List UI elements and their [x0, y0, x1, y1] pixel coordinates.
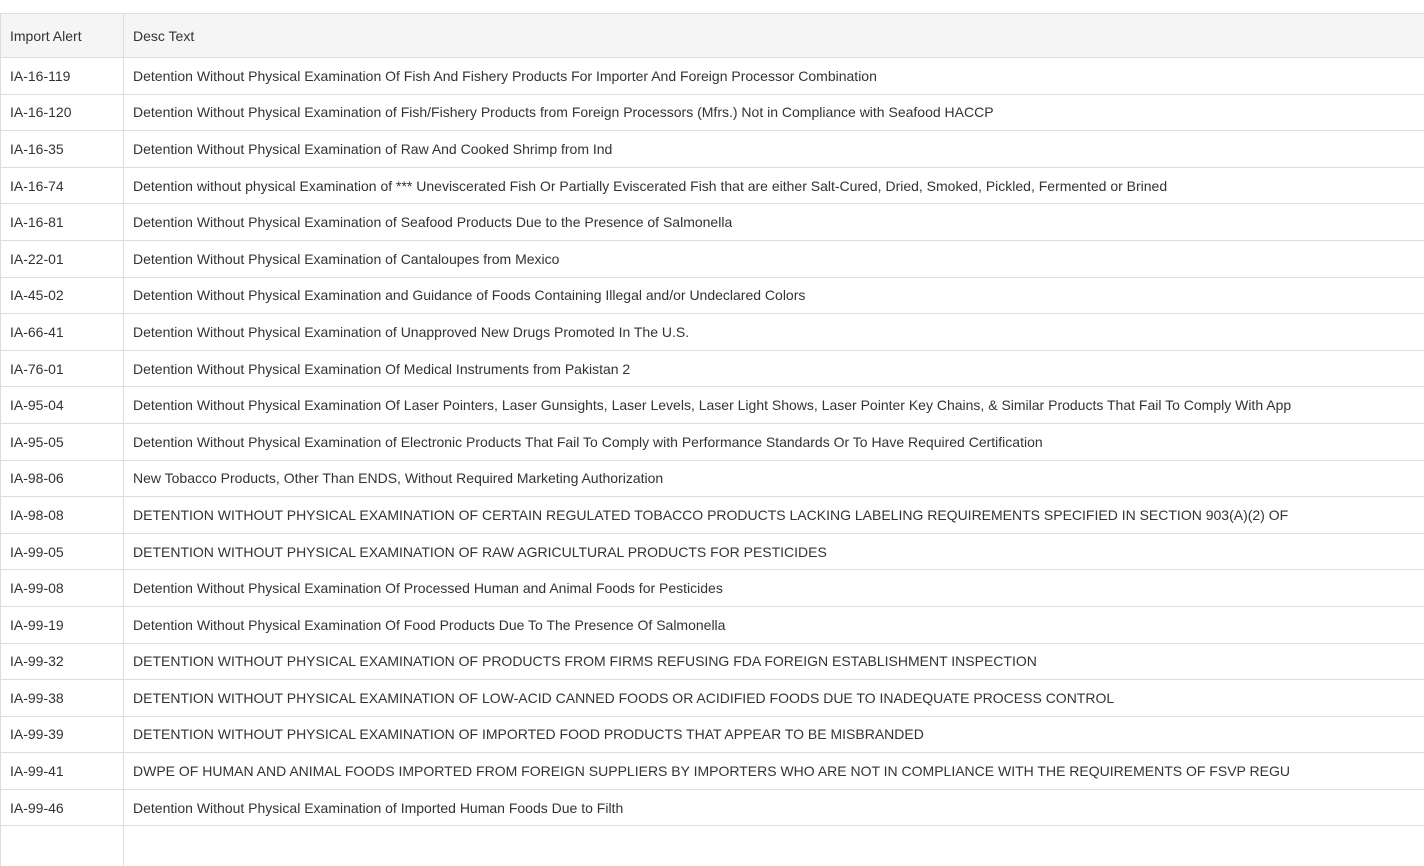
desc-text-cell: DETENTION WITHOUT PHYSICAL EXAMINATION OF IMPORTED FOOD PRODUCTS THAT APPEAR TO BE MISBRANDED: [124, 716, 1424, 753]
desc-text-cell: Detention Without Physical Examination and Guidance of Foods Containing Illegal and/or Undeclared Colors: [124, 277, 1424, 314]
header-row: [1, 14, 1424, 58]
table-row[interactable]: [1, 350, 1424, 387]
desc-text-cell: Detention Without Physical Examination Of Food Products Due To The Presence Of Salmonella: [124, 606, 1424, 643]
table-row[interactable]: [1, 94, 1424, 131]
table-row[interactable]: [1, 240, 1424, 277]
desc-text-cell: Detention Without Physical Examination Of Medical Instruments from Pakistan 2: [124, 350, 1424, 387]
table-row[interactable]: [1, 497, 1424, 534]
import-alert-cell: IA-45-02: [1, 277, 124, 314]
table-row[interactable]: [1, 533, 1424, 570]
desc-text-cell: DETENTION WITHOUT PHYSICAL EXAMINATION OF LOW-ACID CANNED FOODS OR ACIDIFIED FOODS DUE TO INADEQUATE PROCESS CONTROL: [124, 680, 1424, 717]
import-alert-cell: IA-16-74: [1, 167, 124, 204]
import-alert-cell: IA-99-05: [1, 533, 124, 570]
desc-text-cell: Detention Without Physical Examination of Cantaloupes from Mexico: [124, 240, 1424, 277]
table-row[interactable]: [1, 789, 1424, 826]
import-alert-cell: IA-66-41: [1, 314, 124, 351]
import-alert-cell: IA-99-46: [1, 789, 124, 826]
desc-text-cell: Detention without physical Examination of *** Uneviscerated Fish Or Partially Eviscerated Fish that are either Salt-Cured, Dried, Smoked, Pickled, Fermented or Brined: [124, 167, 1424, 204]
import-alert-cell: IA-16-81: [1, 204, 124, 241]
import-alert-cell: IA-99-19: [1, 606, 124, 643]
column-header-import-alert[interactable]: Import Alert: [1, 14, 124, 58]
table-row[interactable]: [1, 387, 1424, 424]
import-alert-cell: IA-16-120: [1, 94, 124, 131]
import-alert-cell: IA-16-35: [1, 131, 124, 168]
import-alert-cell: IA-99-08: [1, 570, 124, 607]
import-alert-cell: IA-76-01: [1, 350, 124, 387]
desc-text-cell: DETENTION WITHOUT PHYSICAL EXAMINATION OF PRODUCTS FROM FIRMS REFUSING FDA FOREIGN ESTABLISHMENT INSPECTION: [124, 643, 1424, 680]
import-alert-table-container: [0, 13, 1424, 866]
desc-text-cell: Detention Without Physical Examination of Seafood Products Due to the Presence of Salmonella: [124, 204, 1424, 241]
table-row[interactable]: [1, 716, 1424, 753]
desc-text-cell: Detention Without Physical Examination Of Processed Human and Animal Foods for Pesticides: [124, 570, 1424, 607]
table-row[interactable]: [1, 570, 1424, 607]
import-alert-cell: IA-99-38: [1, 680, 124, 717]
desc-text-cell: New Tobacco Products, Other Than ENDS, Without Required Marketing Authorization: [124, 460, 1424, 497]
desc-text-cell: DETENTION WITHOUT PHYSICAL EXAMINATION OF RAW AGRICULTURAL PRODUCTS FOR PESTICIDES: [124, 533, 1424, 570]
import-alert-cell: IA-95-04: [1, 387, 124, 424]
import-alert-cell: IA-95-05: [1, 423, 124, 460]
import-alert-cell: IA-99-32: [1, 643, 124, 680]
desc-text-cell: Detention Without Physical Examination of Fish/Fishery Products from Foreign Processors (Mfrs.) Not in Compliance with Seafood HACCP: [124, 94, 1424, 131]
table-row[interactable]: [1, 131, 1424, 168]
desc-text-cell: Detention Without Physical Examination of Imported Human Foods Due to Filth: [124, 789, 1424, 826]
desc-text-cell: DETENTION WITHOUT PHYSICAL EXAMINATION OF CERTAIN REGULATED TOBACCO PRODUCTS LACKING LABELING REQUIREMENTS SPECIFIED IN SECTION 903(A)(2) OF: [124, 497, 1424, 534]
table-row[interactable]: [1, 606, 1424, 643]
table-row[interactable]: [1, 460, 1424, 497]
import-alert-cell: IA-22-01: [1, 240, 124, 277]
import-alert-table: [0, 13, 1424, 866]
import-alert-cell: IA-99-39: [1, 716, 124, 753]
import-alert-cell: IA-98-08: [1, 497, 124, 534]
table-header: [1, 14, 1424, 58]
import-alert-cell: IA-16-119: [1, 58, 124, 95]
import-alert-cell: IA-98-06: [1, 460, 124, 497]
desc-text-cell: Detention Without Physical Examination Of Laser Pointers, Laser Gunsights, Laser Levels, Laser Light Shows, Laser Pointer Key Chains, & Similar Products That Fail To Comply With App: [124, 387, 1424, 424]
table-row[interactable]: [1, 277, 1424, 314]
desc-text-cell: Detention Without Physical Examination Of Fish And Fishery Products For Importer And Foreign Processor Combination: [124, 58, 1424, 95]
table-body: [1, 58, 1424, 866]
table-row[interactable]: [1, 680, 1424, 717]
table-row[interactable]: [1, 167, 1424, 204]
table-row[interactable]: [1, 58, 1424, 95]
table-row[interactable]: [1, 423, 1424, 460]
import-alert-cell: IA-99-41: [1, 753, 124, 790]
table-row[interactable]: [1, 643, 1424, 680]
desc-text-cell: Detention Without Physical Examination of Unapproved New Drugs Promoted In The U.S.: [124, 314, 1424, 351]
desc-text-cell: DWPE OF HUMAN AND ANIMAL FOODS IMPORTED FROM FOREIGN SUPPLIERS BY IMPORTERS WHO ARE NOT IN COMPLIANCE WITH THE REQUIREMENTS OF FSVP REGU: [124, 753, 1424, 790]
column-header-desc-text[interactable]: Desc Text: [124, 14, 1424, 58]
table-row[interactable]: [1, 204, 1424, 241]
desc-text-cell: Detention Without Physical Examination of Electronic Products That Fail To Comply with Performance Standards Or To Have Required Certification: [124, 423, 1424, 460]
table-row[interactable]: [1, 314, 1424, 351]
desc-text-cell: Detention Without Physical Examination of Raw And Cooked Shrimp from Ind: [124, 131, 1424, 168]
table-row[interactable]: [1, 753, 1424, 790]
